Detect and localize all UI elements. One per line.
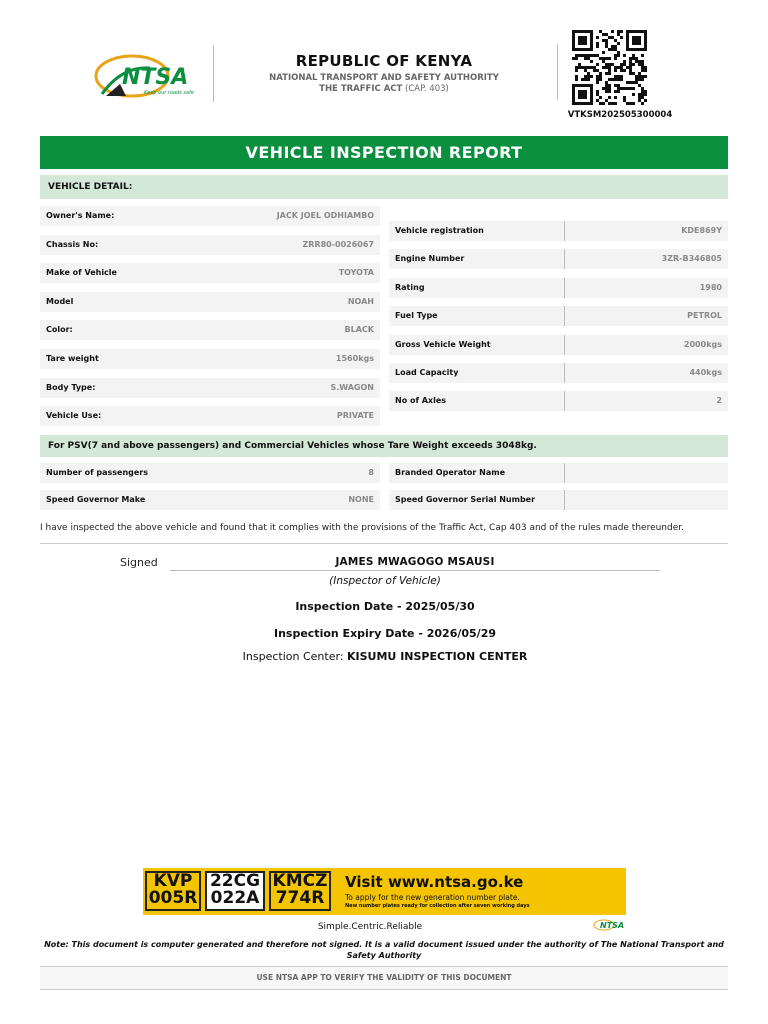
ntsa-logo [92, 46, 210, 102]
detail-row [389, 306, 728, 326]
column-separator [564, 306, 565, 326]
column-separator [564, 278, 565, 298]
plate-2: 22CG 022A [205, 871, 265, 911]
detail-row [40, 406, 380, 426]
slogan: Simple.Centric.Reliable [317, 922, 423, 932]
ntsa-small-logo [592, 918, 628, 932]
ad-headline[interactable]: Visit www.ntsa.go.ke [345, 873, 524, 891]
detail-row [389, 463, 728, 483]
detail-value: JACK JOEL ODHIAMBO [276, 211, 374, 220]
authority-name: NATIONAL TRANSPORT AND SAFETY AUTHORITY [269, 73, 499, 83]
detail-label: Branded Operator Name [395, 468, 506, 477]
detail-row [389, 363, 728, 383]
report-title: VEHICLE INSPECTION REPORT [40, 136, 728, 169]
detail-value: S.WAGON [330, 382, 374, 392]
detail-label: Number of passengers [46, 468, 148, 477]
detail-label: Model [46, 296, 74, 306]
signed-label: Signed [120, 556, 158, 569]
traffic-act: THE TRAFFIC ACT (CAP. 403) [319, 84, 449, 94]
detail-row [40, 378, 380, 398]
header-divider-right [557, 44, 558, 100]
detail-label: Rating [395, 282, 425, 292]
detail-value: KDE869Y [681, 226, 722, 235]
detail-value: ZRR80-0026067 [302, 239, 374, 249]
plate-1: KVP 005R [145, 871, 201, 911]
detail-row [40, 263, 380, 283]
detail-label: Fuel Type [395, 311, 438, 321]
detail-label: Body Type: [46, 382, 96, 392]
qr-code[interactable] [570, 30, 650, 106]
detail-label: Make of Vehicle [46, 268, 117, 278]
plate-3: KMCZ 774R [269, 871, 331, 911]
detail-row [40, 292, 380, 312]
detail-value: TOYOTA [338, 268, 374, 278]
divider [40, 543, 728, 544]
svg-text:NTSA: NTSA [600, 921, 625, 930]
expiry-date: Inspection Expiry Date - 2026/05/29 [273, 627, 496, 640]
detail-row [389, 278, 728, 298]
detail-row [389, 391, 728, 411]
detail-label: Speed Governor Make [46, 495, 146, 504]
column-separator [564, 490, 565, 510]
detail-label: Gross Vehicle Weight [395, 339, 491, 349]
detail-row [40, 206, 380, 226]
detail-row [40, 463, 380, 483]
column-separator [564, 463, 565, 483]
ad-subline: To apply for the new generation number plate. [345, 893, 520, 902]
detail-label: Tare weight [46, 354, 99, 363]
detail-label: Chassis No: [46, 239, 99, 249]
detail-row [40, 235, 380, 255]
detail-row [40, 490, 380, 510]
detail-row [389, 249, 728, 269]
report-code: VTKSM202505300004 [567, 110, 673, 120]
detail-value: PRIVATE [336, 411, 374, 421]
detail-value: 8 [368, 468, 374, 477]
detail-row [40, 320, 380, 340]
vehicle-section-title: VEHICLE DETAIL: [40, 175, 728, 199]
detail-label: Color: [46, 325, 73, 335]
detail-value: 2000kgs [683, 339, 722, 349]
detail-value: PETROL [687, 311, 722, 321]
inspector-name: JAMES MWAGOGO MSAUSI [335, 556, 495, 568]
column-separator [564, 249, 565, 269]
detail-value: NONE [348, 495, 374, 504]
detail-value: 3ZR-B346805 [661, 254, 722, 264]
detail-label: Owner's Name: [46, 211, 115, 220]
country-title: REPUBLIC OF KENYA [295, 52, 473, 70]
number-plate-ad[interactable] [143, 868, 626, 915]
psv-section-title: For PSV(7 and above passengers) and Commercial Vehicles whose Tare Weight exceeds 3048kg. [40, 435, 728, 457]
detail-row [389, 490, 728, 510]
ad-subline-small: New number plates ready for collection after seven working days [345, 903, 530, 909]
signature-line [170, 570, 660, 571]
compliance-statement: I have inspected the above vehicle and found that it complies with the provisions of the Traffic Act, Cap 403 and of the rules made thereunder. [40, 523, 685, 533]
detail-row [389, 221, 728, 241]
detail-label: Load Capacity [395, 368, 459, 377]
detail-value: BLACK [344, 325, 374, 335]
detail-label: No of Axles [395, 396, 447, 406]
svg-text:NTSA: NTSA [122, 65, 189, 90]
inspection-date: Inspection Date - 2025/05/30 [295, 600, 475, 613]
detail-value: NOAH [347, 296, 374, 306]
detail-row [389, 335, 728, 355]
footer-note: Note: This document is computer generated and therefore not signed. It is a valid document issued under the authority of The National Transport and Safety Authority [44, 940, 724, 960]
verify-banner: USE NTSA APP TO VERIFY THE VALIDITY OF THIS DOCUMENT [40, 966, 728, 990]
detail-value: 1980 [699, 282, 722, 292]
svg-text:Keep our roads safe: Keep our roads safe [144, 90, 194, 96]
column-separator [564, 363, 565, 383]
detail-value: 440kgs [689, 368, 722, 377]
inspection-center: Inspection Center: KISUMU INSPECTION CENTER [242, 650, 528, 663]
column-separator [564, 391, 565, 411]
detail-row [40, 349, 380, 369]
detail-label: Engine Number [395, 254, 465, 264]
detail-value: 1560kgs [335, 354, 374, 363]
column-separator [564, 221, 565, 241]
detail-label: Speed Governor Serial Number [395, 495, 536, 504]
inspector-role: (Inspector of Vehicle) [329, 575, 441, 587]
detail-value: 2 [716, 396, 722, 406]
detail-label: Vehicle Use: [46, 411, 102, 421]
column-separator [564, 335, 565, 355]
detail-label: Vehicle registration [395, 226, 484, 235]
